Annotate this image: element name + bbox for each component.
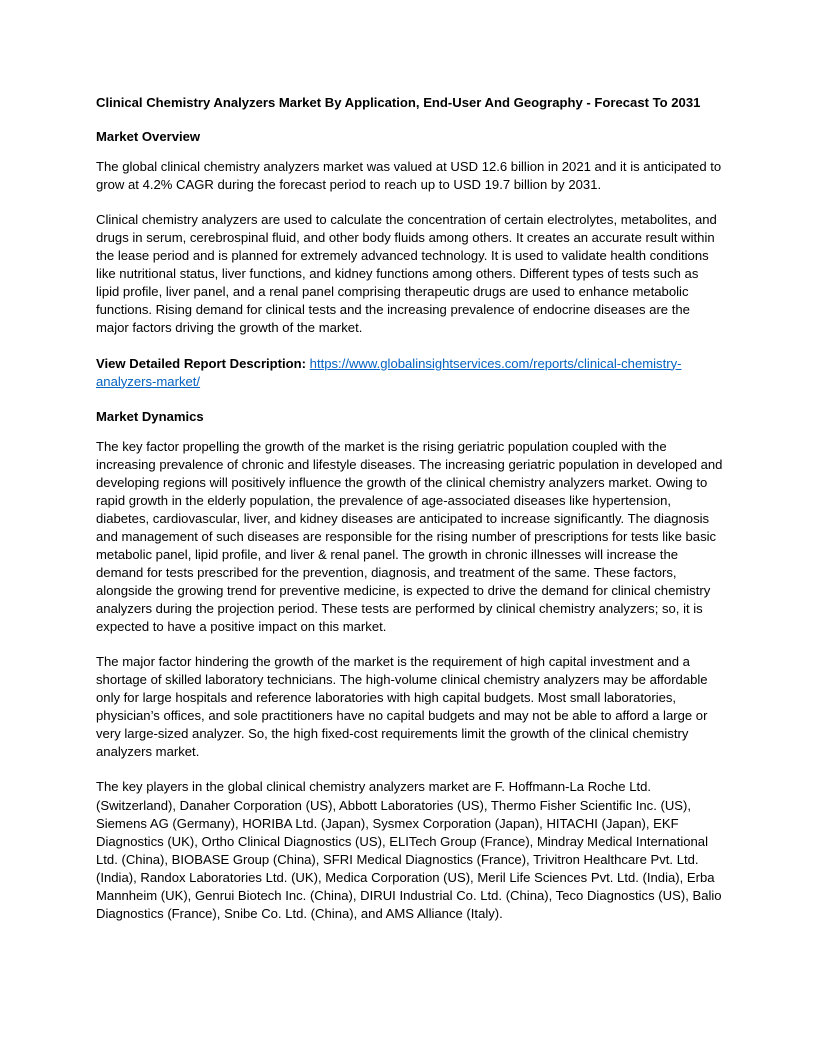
document-title: Clinical Chemistry Analyzers Market By Application, End-User And Geography - Forecast To 2031 — [96, 95, 701, 110]
report-link-paragraph — [96, 355, 724, 391]
section-heading-market-dynamics: Market Dynamics — [96, 408, 204, 424]
overview-paragraph-description: Clinical chemistry analyzers are used to calculate the concentration of certain electrolytes, metabolites, and drugs in serum, cerebrospinal fluid, and other body fluids among others. It creates an accurate result within the lease period and is planned for extremely advanced technology. It is used to validate health conditions like nutritional status, liver functions, and kidney functions among others. Different types of tests such as lipid profile, liver panel, and a renal panel comprising therapeutic drugs are used to enhance metabolic functions. Rising demand for clinical tests and the increasing prevalence of endocrine diseases are the major factors driving the growth of the market. — [96, 212, 717, 336]
document-page — [96, 94, 724, 940]
dynamics-paragraph-drivers: The key factor propelling the growth of the market is the rising geriatric population coupled with the increasing prevalence of chronic and lifestyle diseases. The increasing geriatric population in developed and developing regions will positively influence the growth of the clinical chemistry analyzers market. Owing to rapid growth in the elderly population, the prevalence of age-associated diseases like hypertension, diabetes, cardiovascular, liver, and kidney diseases are anticipated to increase significantly. The diagnosis and management of such diseases are responsible for the rising number of prescriptions for tests like basic metabolic panel, lipid profile, and liver & renal panel. The growth in chronic illnesses will increase the demand for tests prescribed for the prevention, diagnosis, and treatment of the same. These factors, alongside the growing trend for preventive medicine, is expected to drive the demand for clinical chemistry analyzers during the projection period. These tests are performed by clinical chemistry analyzers; so, it is expected to have a positive impact on this market. — [96, 438, 723, 635]
overview-paragraph-valuation: The global clinical chemistry analyzers market was valued at USD 12.6 billion in 2021 and it is anticipated to grow at 4.2% CAGR during the forecast period to reach up to USD 19.7 billion by 2031. — [96, 159, 722, 193]
dynamics-paragraph-restraints: The major factor hindering the growth of the market is the requirement of high capital investment and a shortage of skilled laboratory technicians. The high-volume clinical chemistry analyzers may be affordable only for large hospitals and reference laboratories with high capital budgets. Most small laboratories, physician’s offices, and sole practitioners have no capital budgets and may not be able to afford a large or very large-sized analyzer. So, the high fixed-cost requirements limit the growth of the clinical chemistry analyzers market. — [96, 654, 708, 760]
report-link[interactable]: https://www.globalinsightservices.com/reports/clinical-chemistry-analyzers-market/ — [96, 355, 682, 389]
report-link-label: View Detailed Report Description: — [96, 355, 307, 371]
dynamics-paragraph-key-players: The key players in the global clinical chemistry analyzers market are F. Hoffmann-La Roche Ltd. (Switzerland), Danaher Corporation (US), Abbott Laboratories (US), Thermo Fisher Scientific Inc. (US), Siemens AG (Germany), HORIBA Ltd. (Japan), Sysmex Corporation (Japan), HITACHI (Japan), EKF Diagnostics (UK), Ortho Clinical Diagnostics (US), ELITech Group (France), Mindray Medical International Ltd. (China), BIOBASE Group (China), SFRI Medical Diagnostics (France), Trivitron Healthcare Pvt. Ltd. (India), Randox Laboratories Ltd. (UK), Medica Corporation (US), Meril Life Sciences Pvt. Ltd. (India), Erba Mannheim (UK), Genrui Biotech Inc. (China), DIRUI Industrial Co. Ltd. (China), Teco Diagnostics (US), Balio Diagnostics (France), Snibe Co. Ltd. (China), and AMS Alliance (Italy). — [96, 779, 722, 921]
section-heading-market-overview: Market Overview — [96, 129, 201, 145]
